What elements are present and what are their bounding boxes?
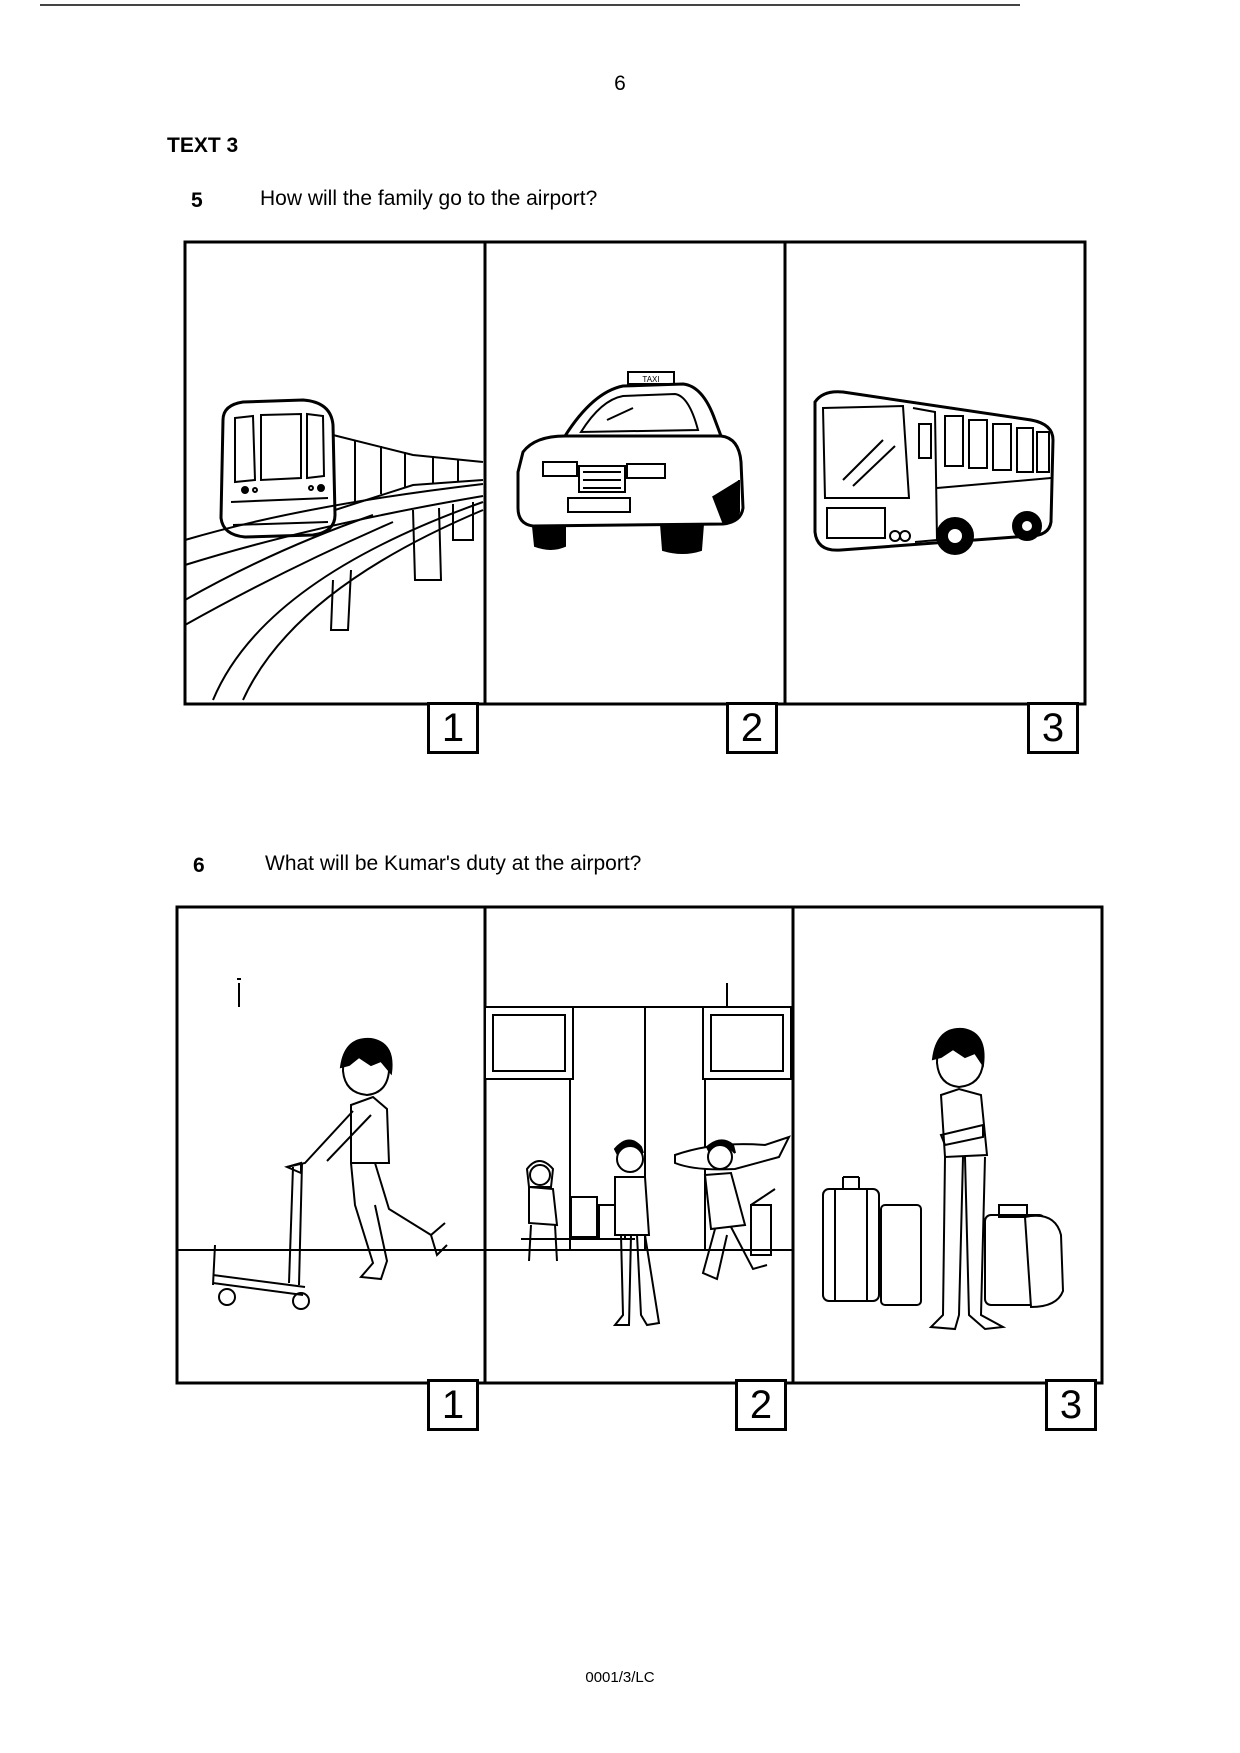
page-number: 6 — [614, 72, 626, 95]
question-6-panels — [175, 905, 1110, 1395]
top-rule — [40, 4, 1020, 6]
q5-option-1-box[interactable]: 1 — [427, 702, 479, 754]
question-6-number: 6 — [193, 854, 205, 877]
svg-text:TAXI: TAXI — [642, 375, 660, 384]
bus-icon — [815, 392, 1053, 554]
q6-option-1-box[interactable]: 1 — [427, 1379, 479, 1431]
question-6-text: What will be Kumar's duty at the airport? — [265, 852, 642, 875]
taxi-icon — [518, 372, 743, 553]
question-6-options — [175, 905, 1110, 1450]
q6-option-3-box[interactable]: 3 — [1045, 1379, 1097, 1431]
q6-option-2-box[interactable]: 2 — [735, 1379, 787, 1431]
train-icon — [185, 400, 483, 700]
boy-guarding-luggage-icon — [823, 1029, 1063, 1329]
question-5-options — [183, 240, 1093, 760]
section-title: TEXT 3 — [167, 134, 239, 157]
airport-waiting-hall-icon — [237, 979, 793, 1325]
q5-option-2-box[interactable]: 2 — [726, 702, 778, 754]
question-5-panels — [183, 240, 1093, 710]
footer-code: 0001/3/LC — [585, 1669, 655, 1686]
question-5-number: 5 — [191, 189, 203, 212]
question-5-text: How will the family go to the airport? — [260, 187, 598, 210]
q5-option-3-box[interactable]: 3 — [1027, 702, 1079, 754]
boy-pushing-trolley-icon — [177, 1039, 485, 1309]
